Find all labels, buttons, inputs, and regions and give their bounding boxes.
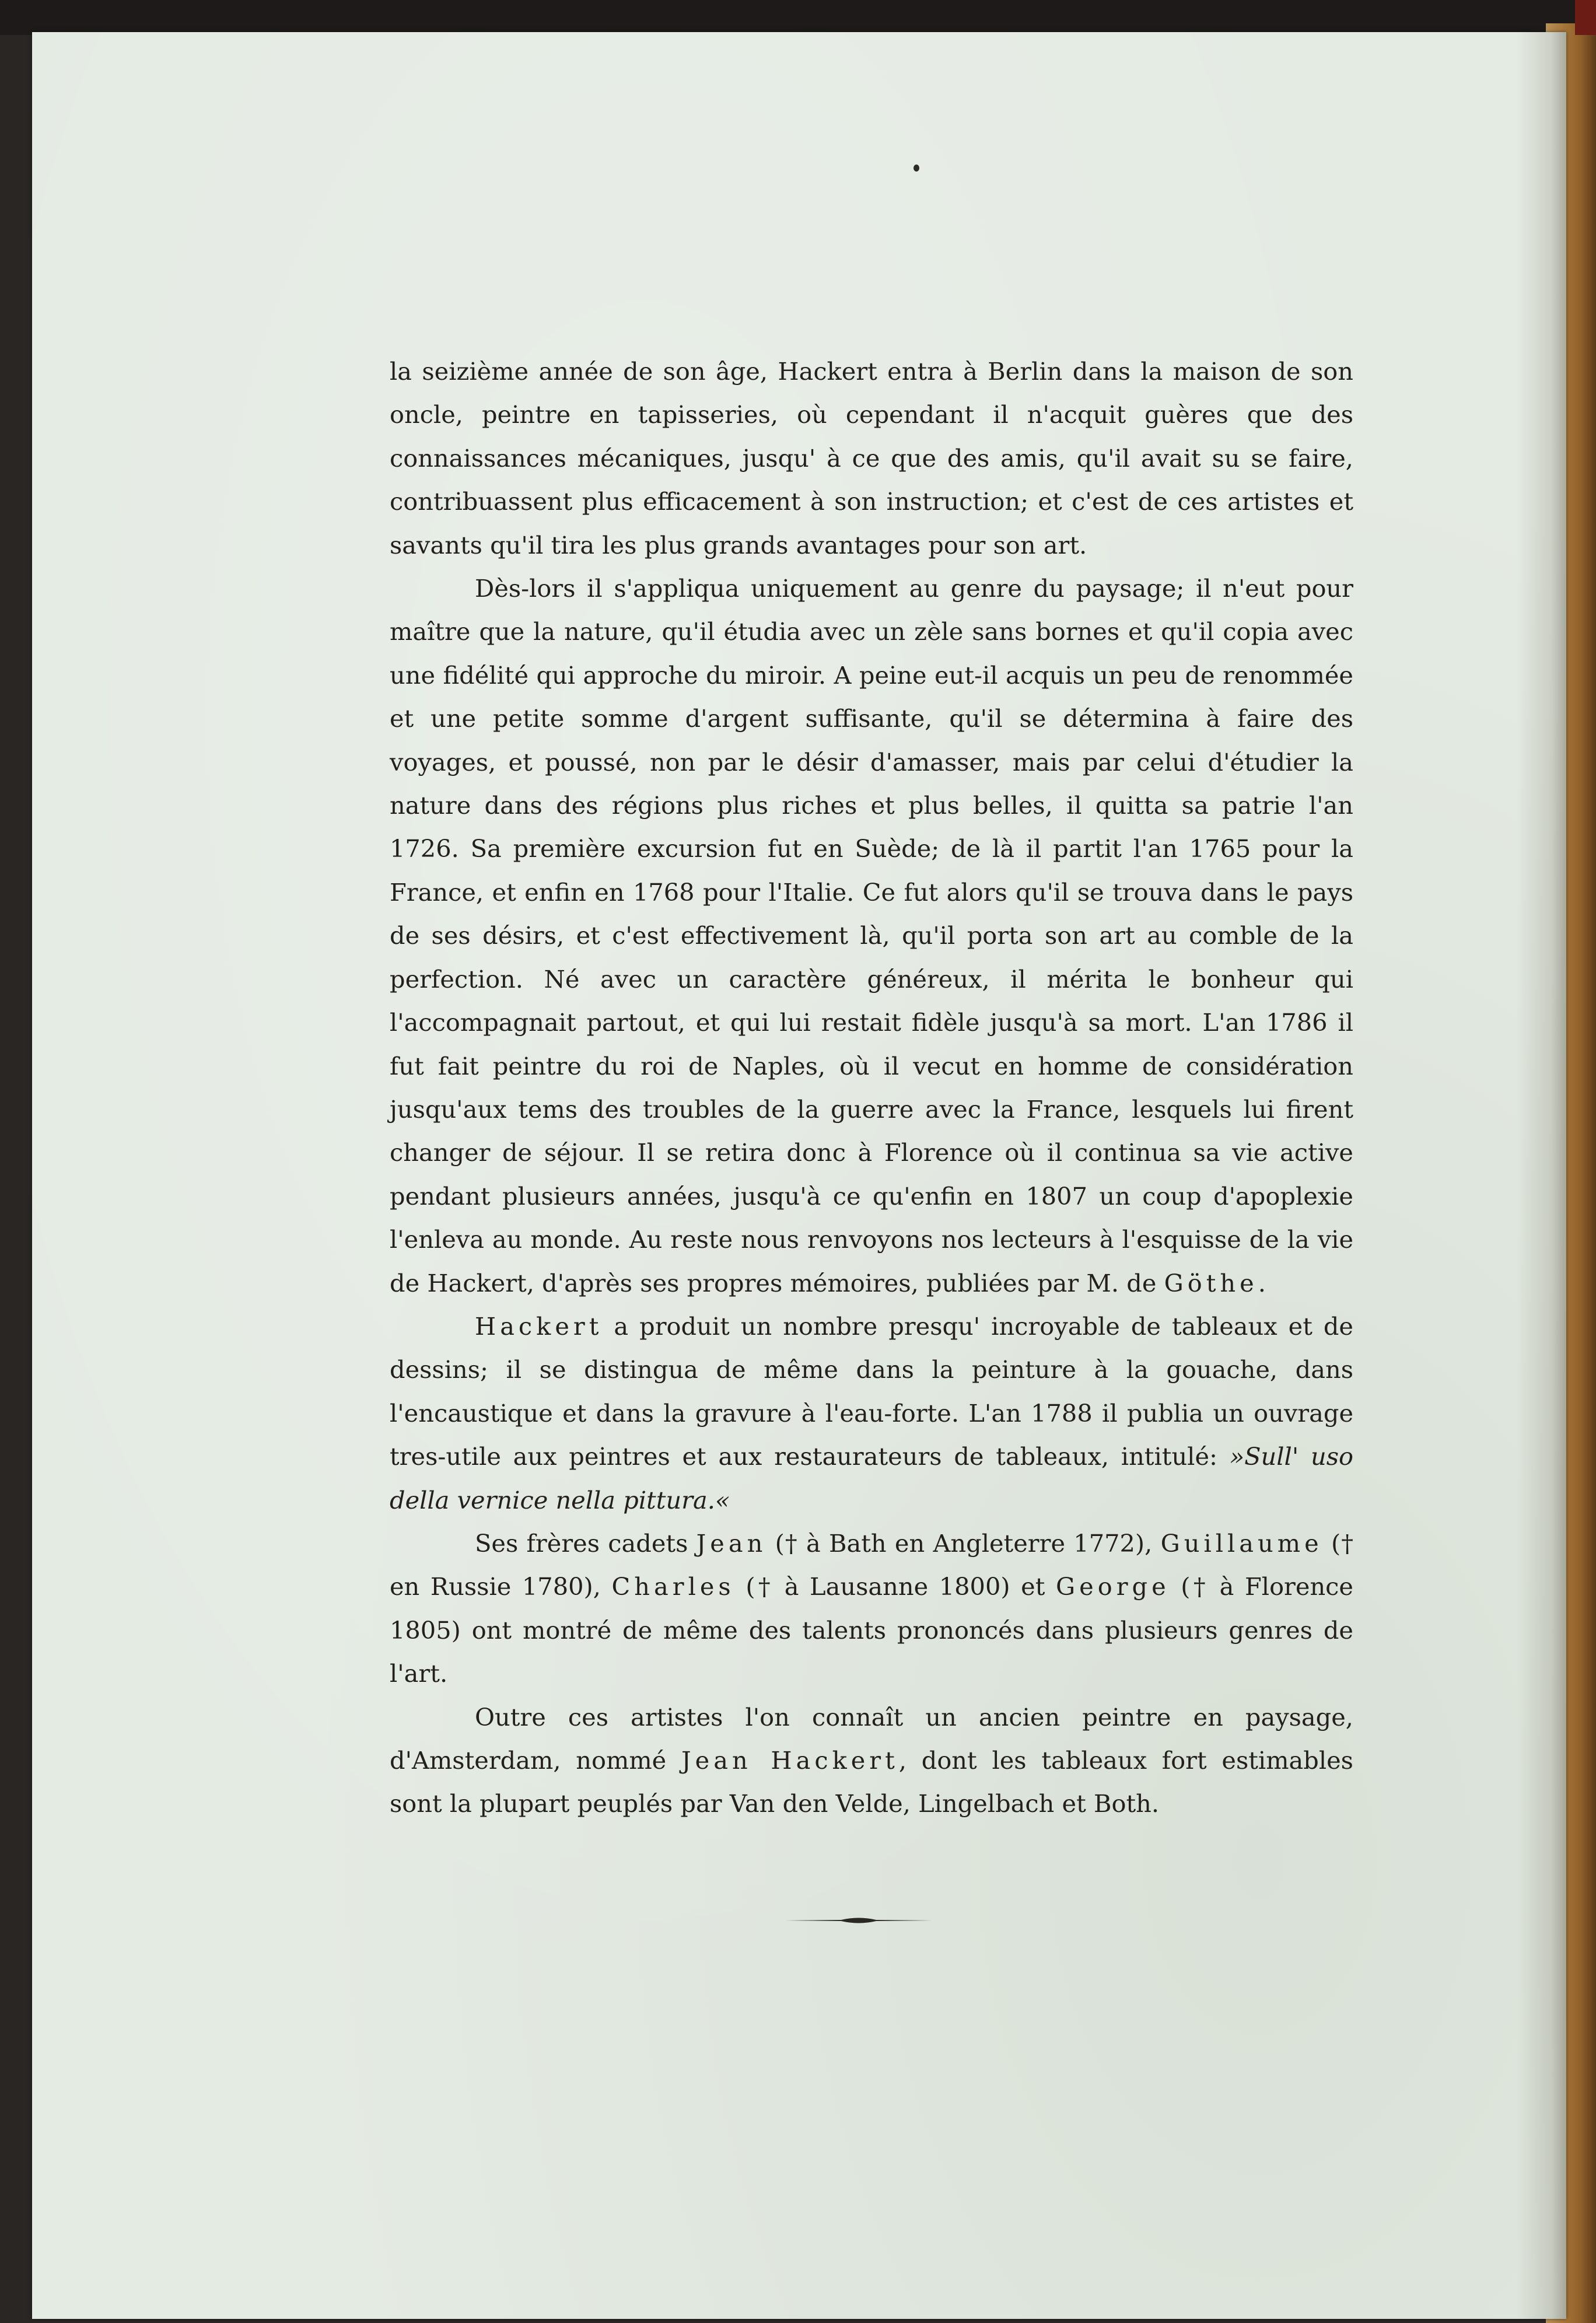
paragraph-1: la seizième année de son âge, Hackert entra à Berlin dans la maison de son oncle, peintre en tapisseries, où cependant il n'acquit guères que des connaissances mécaniques, jusqu' à ce que des amis, qu'il avait su se faire, contribuassent plus efficacement à son instruction; et c'est de ces artistes et savants qu'il tira les plus grands avantages pour son art. xyxy=(390,357,1353,559)
paragraph-3: Hackert a produit un nombre presqu' incroyable de tableaux et de dessins; il se distingua de même dans la peinture à la gouache, dans l'encaustique et dans la gravure à l'eau-forte. L'an 1788 il publia un ouvrage tres-utile aux peintres et aux restaurateurs de tableaux, intitulé: »Sull' uso della vernice nella pittura.« xyxy=(390,1311,1353,1514)
page-mark xyxy=(914,165,919,172)
page-fold-shadow xyxy=(1517,32,1566,2319)
paragraph-5: Outre ces artistes l'on connaît un ancien peintre en paysage, d'Amsterdam, nommé Jean Hackert, dont les tableaux fort estimables sont la plupart peuplés par Van den Velde, Lingelbach et Both. xyxy=(390,1702,1353,1818)
name-jean-hackert: Jean Hackert xyxy=(681,1746,899,1775)
scan-background xyxy=(0,0,1596,35)
name-guillaume: Guillaume xyxy=(1160,1528,1323,1558)
paragraph-4: Ses frères cadets Jean († à Bath en Angleterre 1772), Guillaume († en Russie 1780), Charles († à Lausanne 1800) et George († à Florence 1805) ont montré de même des talents prononcés dans plusieurs genres de l'art. xyxy=(390,1528,1353,1688)
name-george: George xyxy=(1056,1572,1170,1601)
book-title: »Sull' uso della vernice nella pittura.« xyxy=(390,1442,1353,1514)
ornament-rule xyxy=(785,1918,932,1923)
paragraph-2: Dès-lors il s'appliqua uniquement au genre du paysage; il n'eut pour maître que la nature, qu'il étudia avec un zèle sans bornes et qu'il copia avec une fidélité qui approche du miroir. A peine eut-il acquis un peu de renommée et une petite somme d'argent suffisante, qu'il se détermina à faire des voyages, et poussé, non par le désir d'amasser, mais par celui d'étudier la nature dans des régions plus riches et plus belles, il quitta sa patrie l'an 1726. Sa première excursion fut en Suède; de là il partit l'an 1765 pour la France, et enfin en 1768 pour l'Italie. Ce fut alors qu'il se trouva dans le pays de ses désirs, et c'est effectivement là, qu'il porta son art au comble de la perfection. Né avec un caractère généreux, il mérita le bonheur qui l'accompagnait partout, et qui lui restait fidèle jusqu'à sa mort. L'an 1786 il fut fait peintre du roi de Naples, où il vecut en homme de considération jusqu'aux tems des troubles de la guerre avec la France, lesquels lui firent changer de séjour. Il se retira donc à Florence où il continua sa vie active pendant plusieurs années, jusqu'à ce qu'enfin en 1807 un coup d'apoplexie l'enleva au monde. Au reste nous renvoyons nos lecteurs à l'esquisse de la vie de Hackert, d'après ses propres mémoires, publiées par M. de Göthe. xyxy=(390,574,1353,1297)
name-hackert: Hackert xyxy=(475,1311,603,1341)
name-jean: Jean xyxy=(696,1528,767,1558)
name-gothe: Göthe xyxy=(1164,1268,1258,1297)
book-cover-corner xyxy=(1575,0,1596,35)
body-text xyxy=(390,350,1353,1826)
ornament-divider xyxy=(785,1915,932,1926)
name-charles: Charles xyxy=(611,1572,735,1601)
